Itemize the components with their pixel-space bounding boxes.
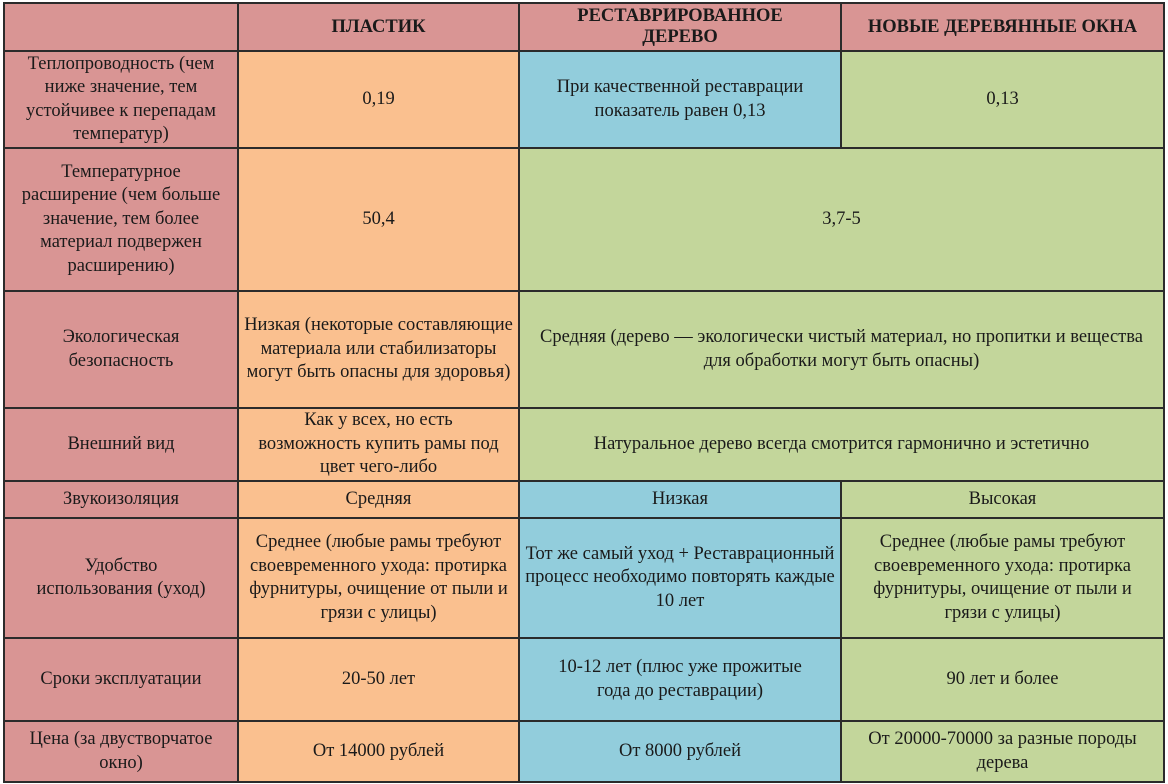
header-plastic: ПЛАСТИК <box>238 3 519 51</box>
table-row-eco-safety <box>4 291 1164 408</box>
header-row <box>4 3 1164 51</box>
row-label: Сроки эксплуатации <box>4 638 238 721</box>
cell-plastic: Средняя <box>238 481 519 518</box>
cell-restored-wood: При качественной реставрации показатель равен 0,13 <box>519 51 841 148</box>
cell-restored-wood: Тот же самый уход + Реставрационный процесс необходимо повторять каждые 10 лет <box>519 518 841 638</box>
cell-wood-merged: Натуральное дерево всегда смотрится гармонично и эстетично <box>519 408 1164 481</box>
cell-wood-merged: Средняя (дерево — экологически чистый материал, но пропитки и вещества для обработки могут быть опасны) <box>519 291 1164 408</box>
row-label: Температурное расширение (чем больше значение, тем более материал подвержен расширению) <box>4 148 238 291</box>
table-row-sound-insulation <box>4 481 1164 518</box>
cell-new-wood: Высокая <box>841 481 1164 518</box>
cell-plastic: 0,19 <box>238 51 519 148</box>
cell-wood-merged: 3,7-5 <box>519 148 1164 291</box>
cell-restored-wood: Низкая <box>519 481 841 518</box>
row-label: Цена (за двустворчатое окно) <box>4 721 238 782</box>
cell-new-wood: Среднее (любые рамы требуют своевременного ухода: протирка фурнитуры, очищение от пыли и грязи с улицы) <box>841 518 1164 638</box>
row-label: Внешний вид <box>4 408 238 481</box>
table-row-price <box>4 721 1164 782</box>
row-label: Звукоизоляция <box>4 481 238 518</box>
cell-plastic: От 14000 рублей <box>238 721 519 782</box>
row-label: Экологическая безопасность <box>4 291 238 408</box>
header-restored-wood: РЕСТАВРИРОВАННОЕ ДЕРЕВО <box>519 3 841 51</box>
cell-plastic: Среднее (любые рамы требуют своевременного ухода: протирка фурнитуры, очищение от пыли и грязи с улицы) <box>238 518 519 638</box>
cell-plastic: Как у всех, но есть возможность купить рамы под цвет чего-либо <box>238 408 519 481</box>
cell-new-wood: 0,13 <box>841 51 1164 148</box>
table-row-service-life <box>4 638 1164 721</box>
table-row-thermal-expansion <box>4 148 1164 291</box>
table-row-thermal-conductivity <box>4 51 1164 148</box>
cell-plastic: Низкая (некоторые составляющие материала или стабилизаторы могут быть опасны для здоровья) <box>238 291 519 408</box>
row-label: Удобство использования (уход) <box>4 518 238 638</box>
header-new-wood: НОВЫЕ ДЕРЕВЯННЫЕ ОКНА <box>841 3 1164 51</box>
header-corner <box>4 3 238 51</box>
cell-new-wood: От 20000-70000 за разные породы дерева <box>841 721 1164 782</box>
table-row-usability <box>4 518 1164 638</box>
comparison-table <box>3 2 1165 783</box>
cell-plastic: 50,4 <box>238 148 519 291</box>
cell-plastic: 20-50 лет <box>238 638 519 721</box>
table-row-appearance <box>4 408 1164 481</box>
cell-restored-wood: 10-12 лет (плюс уже прожитые года до реставрации) <box>519 638 841 721</box>
row-label: Теплопроводность (чем ниже значение, тем устойчивее к перепадам температур) <box>4 51 238 148</box>
cell-restored-wood: От 8000 рублей <box>519 721 841 782</box>
cell-new-wood: 90 лет и более <box>841 638 1164 721</box>
